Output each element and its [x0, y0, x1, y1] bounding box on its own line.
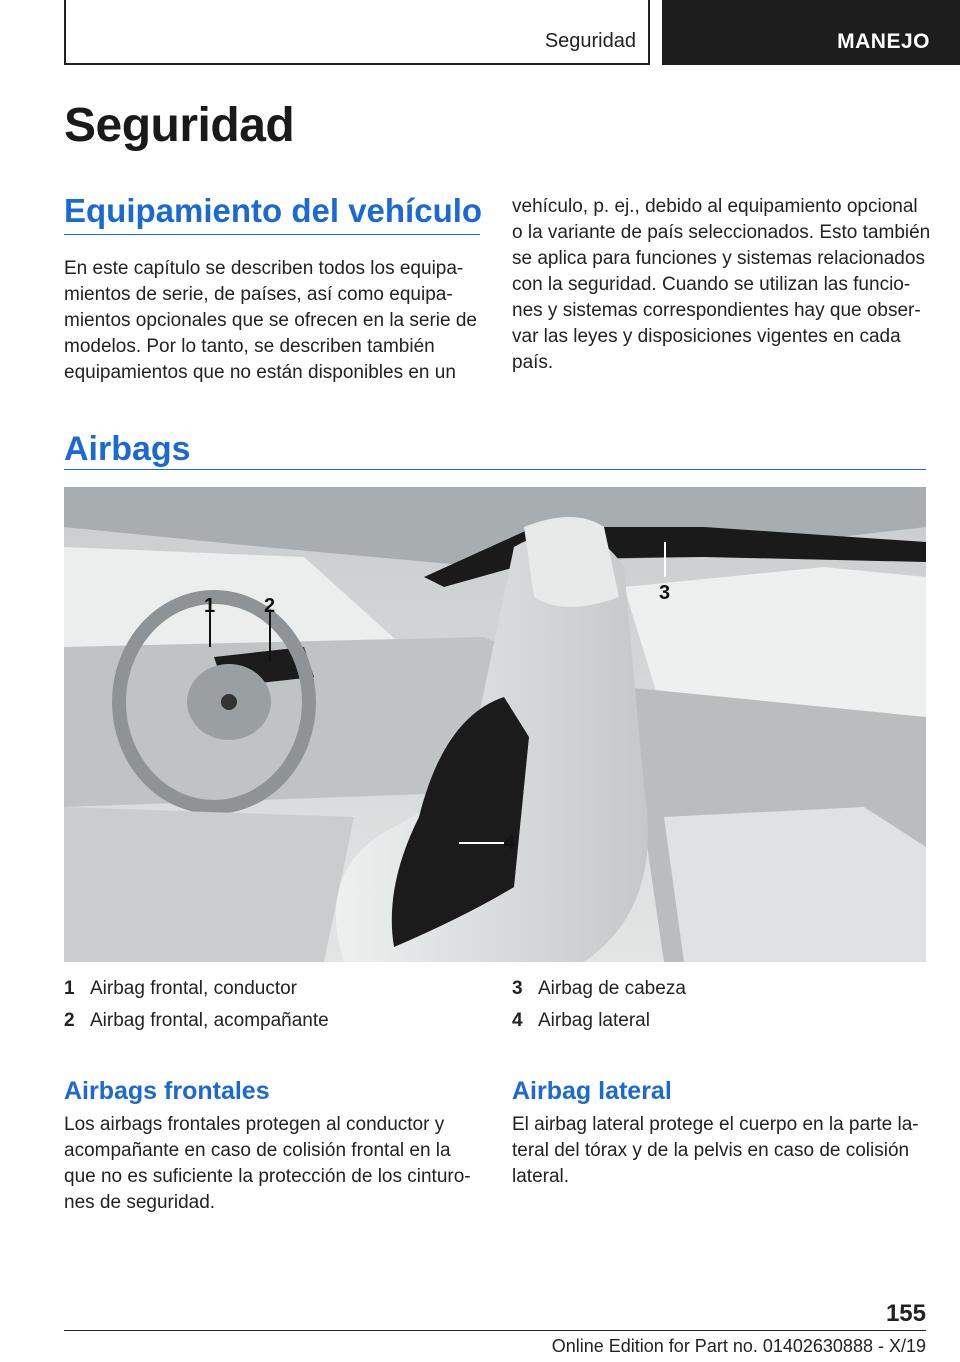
- text-line: acompañante en caso de colisión frontal en la: [64, 1140, 451, 1161]
- text-line: teral del tórax y de la pelvis en caso de colisión: [512, 1140, 910, 1161]
- equipment-heading: Equipamiento del vehículo: [64, 192, 483, 229]
- text-line: que no es suficiente la protección de los cinturo-: [64, 1166, 471, 1187]
- text-line: se aplica para funciones y sistemas relacionados: [512, 248, 925, 269]
- legend-item-2: [64, 1010, 329, 1032]
- text-line: El airbag lateral protege el cuerpo en la parte la-: [512, 1114, 919, 1135]
- legend-text: Airbag frontal, conductor: [90, 978, 298, 999]
- legend-text: Airbag de cabeza: [538, 978, 686, 999]
- lateral-text: [512, 1112, 932, 1190]
- text-line: mientos de serie, de países, así como equipa-: [64, 284, 453, 305]
- legend-number: 3: [512, 978, 523, 999]
- legend-text: Airbag lateral: [538, 1010, 650, 1031]
- header-section-label: Seguridad: [544, 30, 636, 52]
- text-line: equipamientos que no están disponibles en un: [64, 362, 456, 383]
- equipment-text-right: [512, 194, 932, 376]
- callout-2: 2: [264, 595, 276, 617]
- airbags-heading-rule: [64, 469, 926, 470]
- text-line: vehículo, p. ej., debido al equipamiento opcional: [512, 196, 918, 217]
- text-line: En este capítulo se describen todos los equipa-: [64, 258, 464, 279]
- legend-item-4: [512, 1010, 650, 1032]
- footer-rule: [64, 1330, 926, 1331]
- text-line: o la variante de país seleccionados. Esto también: [512, 222, 931, 243]
- legend-number: 1: [64, 978, 75, 999]
- text-line: nes de seguridad.: [64, 1192, 216, 1213]
- lateral-heading: Airbag lateral: [512, 1077, 672, 1105]
- text-line: modelos. Por lo tanto, se describen también: [64, 336, 435, 357]
- footer-edition: Online Edition for Part no. 01402630888 - X/19: [551, 1336, 926, 1356]
- legend-number: 4: [512, 1010, 523, 1031]
- equipment-heading-rule: [64, 234, 480, 235]
- header-bottom-rule: [64, 63, 650, 65]
- text-line: país.: [512, 352, 554, 373]
- text-line: var las leyes y disposiciones vigentes en cada: [512, 326, 901, 347]
- legend-text: Airbag frontal, acompañante: [90, 1010, 329, 1031]
- header-divider-right: [648, 0, 650, 64]
- car-interior-drawing: [64, 487, 926, 962]
- page-number: 155: [885, 1300, 926, 1327]
- callout-1: 1: [204, 595, 216, 617]
- legend-number: 2: [64, 1010, 75, 1031]
- text-line: mientos opcionales que se ofrecen en la serie de: [64, 310, 477, 331]
- text-line: con la seguridad. Cuando se utilizan las funcio-: [512, 274, 911, 295]
- text-line: lateral.: [512, 1166, 570, 1187]
- chapter-tab-label: MANEJO: [837, 30, 930, 53]
- legend-item-1: [64, 978, 297, 1000]
- car-interior-illustration: [64, 487, 926, 962]
- callout-3: 3: [659, 582, 671, 604]
- chapter-tab[interactable]: [662, 0, 960, 65]
- text-line: nes y sistemas correspondientes hay que obser-: [512, 300, 921, 321]
- callout-4: 4: [504, 832, 516, 854]
- frontales-heading: Airbags frontales: [64, 1077, 270, 1105]
- text-line: Los airbags frontales protegen al conductor y: [64, 1114, 445, 1135]
- equipment-text-left: [64, 256, 484, 386]
- airbags-heading: Airbags: [64, 430, 191, 468]
- page-title: Seguridad: [64, 99, 295, 152]
- legend-item-3: [512, 978, 686, 1000]
- frontales-text: [64, 1112, 484, 1216]
